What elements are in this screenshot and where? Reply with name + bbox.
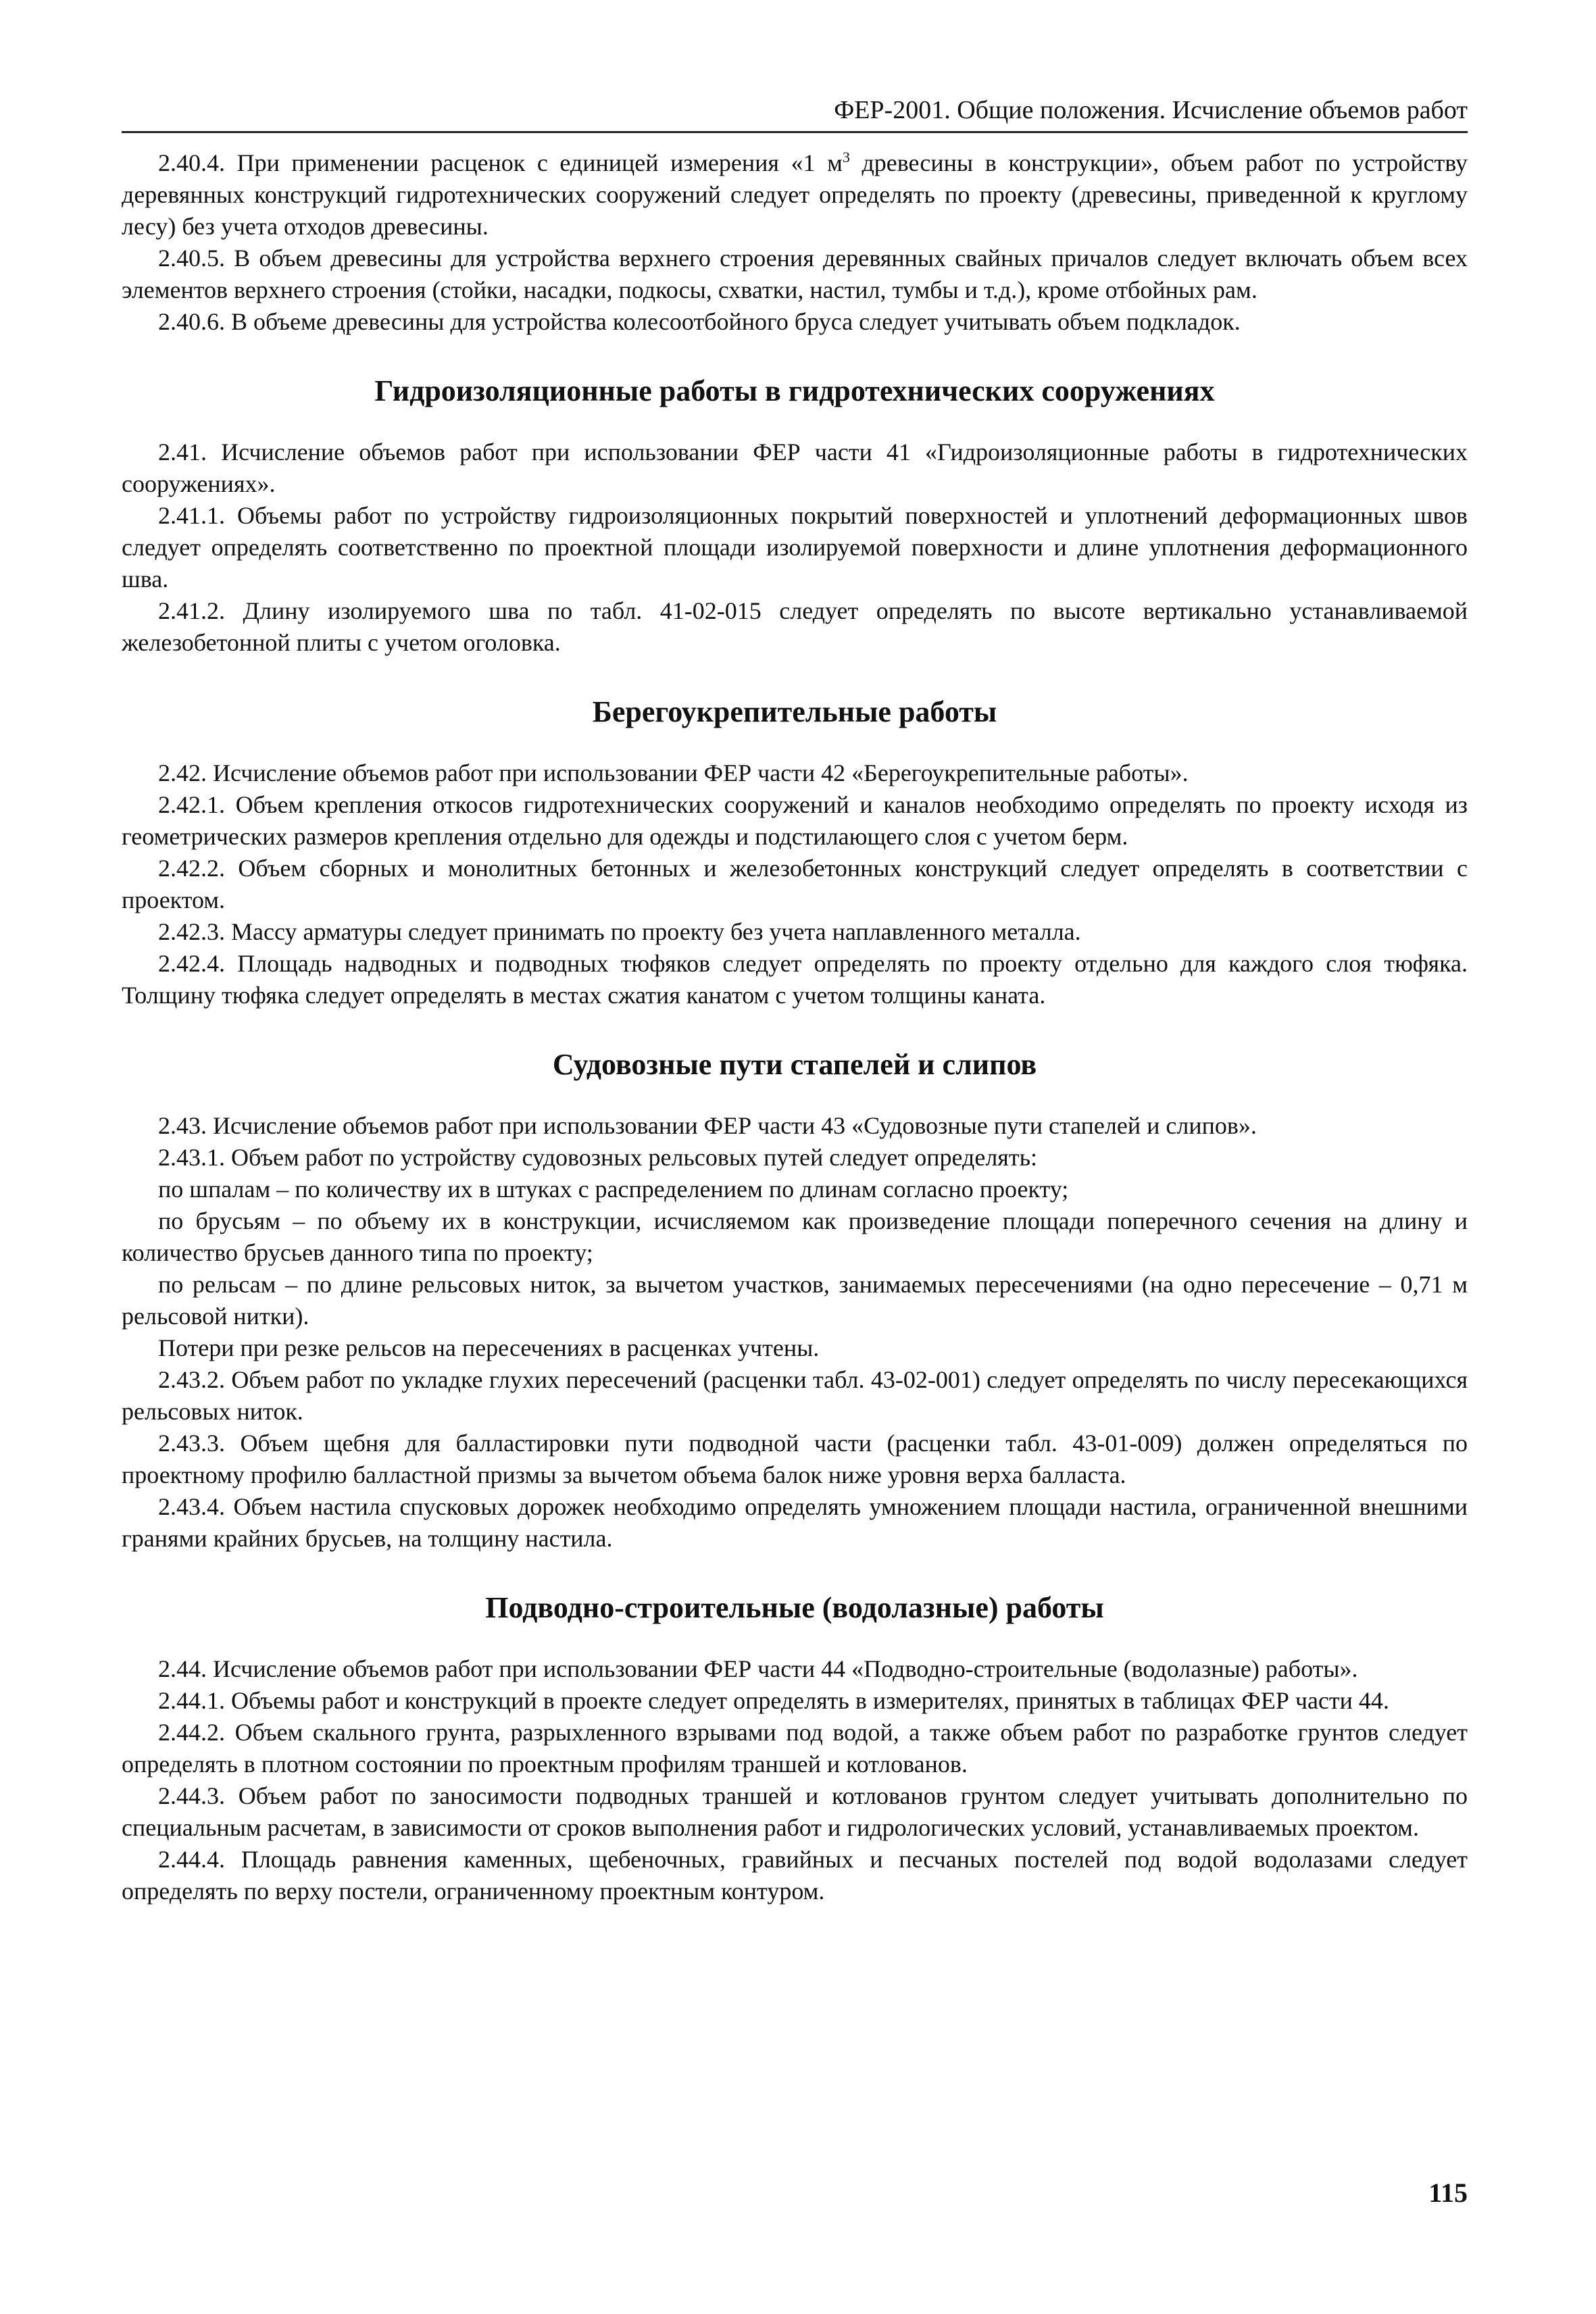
paragraph-2-40-6: 2.40.6. В объеме древесины для устройства колесоотбойного бруса следует учитывать объем подкладок. (158, 308, 1241, 335)
paragraph: 2.42.1. Объем крепления откосов гидротехнических сооружений и каналов необходимо определять по проекту исходя из геометрических размеров крепления отдельно для одежды и подстилающего слоя с учетом берм. (122, 791, 1468, 850)
paragraph: 2.42.2. Объем сборных и монолитных бетонных и железобетонных конструкций следует определять в соответствии с проектом. (122, 855, 1468, 913)
paragraph: 2.43. Исчисление объемов работ при использовании ФЕР части 43 «Судовозные пути стапелей и слипов». (158, 1112, 1257, 1139)
paragraph: по шпалам – по количеству их в штуках с распределением по длинам согласно проекту; (158, 1176, 1069, 1203)
superscript: 3 (842, 149, 850, 166)
paragraph-text: древесины в конструкции», объем работ по устройству деревянных конструкций гидротехнических сооружений следует определять по проекту (древесины, приведенной к круглому лесу) без учета отходов древесины. (122, 149, 1468, 240)
paragraph: 2.42. Исчисление объемов работ при использовании ФЕР части 42 «Берегоукрепительные работы». (158, 759, 1189, 786)
paragraph: 2.41.1. Объемы работ по устройству гидроизоляционных покрытий поверхностей и уплотнений деформационных швов следует определять соответственно по проектной площади изолируемой поверхности и длине уплотнения деформационного шва. (122, 502, 1468, 593)
section-heading: Судовозные пути стапелей и слипов (552, 1048, 1037, 1081)
paragraph: 2.44.4. Площадь равнения каменных, щебеночных, гравийных и песчаных постелей под водой водолазами следует определять по верху постели, ограниченному проектным контуром. (122, 1846, 1468, 1905)
paragraph-text: 2.40.4. При применении расценок с единицей измерения «1 м (158, 149, 843, 176)
paragraph: 2.43.3. Объем щебня для балластировки пути подводной части (расценки табл. 43-01-009) должен определяться по проектному профилю балластной призмы за вычетом объема балок ниже уровня верха балласта. (122, 1430, 1468, 1488)
page-number: 115 (1428, 2178, 1468, 2208)
paragraph: 2.44.3. Объем работ по заносимости подводных траншей и котлованов грунтом следует учитывать дополнительно по специальным расчетам, в зависимости от сроков выполнения работ и гидрологических условий, устанавливаемых проектом. (122, 1782, 1468, 1841)
paragraph: 2.44.2. Объем скального грунта, разрыхленного взрывами под водой, а также объем работ по разработке грунтов следует определять в плотном состоянии по проектным профилям траншей и котлованов. (122, 1719, 1468, 1778)
paragraph: 2.44. Исчисление объемов работ при использовании ФЕР части 44 «Подводно-строительные (водолазные) работы». (158, 1655, 1358, 1682)
page-content (122, 147, 1468, 1907)
paragraph-2-40-4 (122, 147, 1468, 243)
section-heading: Берегоукрепительные работы (592, 695, 997, 728)
running-header: ФЕР-2001. Общие положения. Исчисление объемов работ (122, 95, 1468, 133)
paragraph: по рельсам – по длине рельсовых ниток, за вычетом участков, занимаемых пересечениями (на одно пересечение – 0,71 м рельсовой нитки). (122, 1271, 1468, 1330)
paragraph: 2.43.2. Объем работ по укладке глухих пересечений (расценки табл. 43-02-001) следует определять по числу пересекающихся рельсовых ниток. (122, 1366, 1468, 1425)
paragraph: 2.44.1. Объемы работ и конструкций в проекте следует определять в измерителях, принятых в таблицах ФЕР части 44. (158, 1687, 1389, 1714)
paragraph: 2.43.4. Объем настила спусковых дорожек необходимо определять умножением площади настила, ограниченной внешними гранями крайних брусьев, на толщину настила. (122, 1493, 1468, 1552)
section-heading: Гидроизоляционные работы в гидротехнических сооружениях (374, 374, 1215, 407)
paragraph: 2.43.1. Объем работ по устройству судовозных рельсовых путей следует определять: (158, 1144, 1037, 1171)
sections-container (122, 373, 1468, 1907)
paragraph: Потери при резке рельсов на пересечениях в расценках учтены. (158, 1334, 820, 1361)
paragraph-2-40-5: 2.40.5. В объем древесины для устройства верхнего строения деревянных свайных причалов следует включать объем всех элементов верхнего строения (стойки, насадки, подкосы, схватки, настил, тумбы и т.д.), кроме отбойных рам. (122, 245, 1468, 303)
paragraph: 2.42.3. Массу арматуры следует принимать по проекту без учета наплавленного металла. (158, 918, 1081, 945)
paragraph: 2.41. Исчисление объемов работ при использовании ФЕР части 41 «Гидроизоляционные работы в гидротехнических сооружениях». (122, 438, 1468, 497)
section-heading: Подводно-строительные (водолазные) работы (485, 1591, 1104, 1624)
paragraph: 2.41.2. Длину изолируемого шва по табл. 41-02-015 следует определять по высоте вертикально устанавливаемой железобетонной плиты с учетом оголовка. (122, 597, 1468, 656)
paragraph: по брусьям – по объему их в конструкции, исчисляемом как произведение площади поперечного сечения на длину и количество брусьев данного типа по проекту; (122, 1207, 1468, 1266)
paragraph: 2.42.4. Площадь надводных и подводных тюфяков следует определять по проекту отдельно для каждого слоя тюфяка. Толщину тюфяка следует определять в местах сжатия канатом с учетом толщины каната. (122, 950, 1468, 1009)
